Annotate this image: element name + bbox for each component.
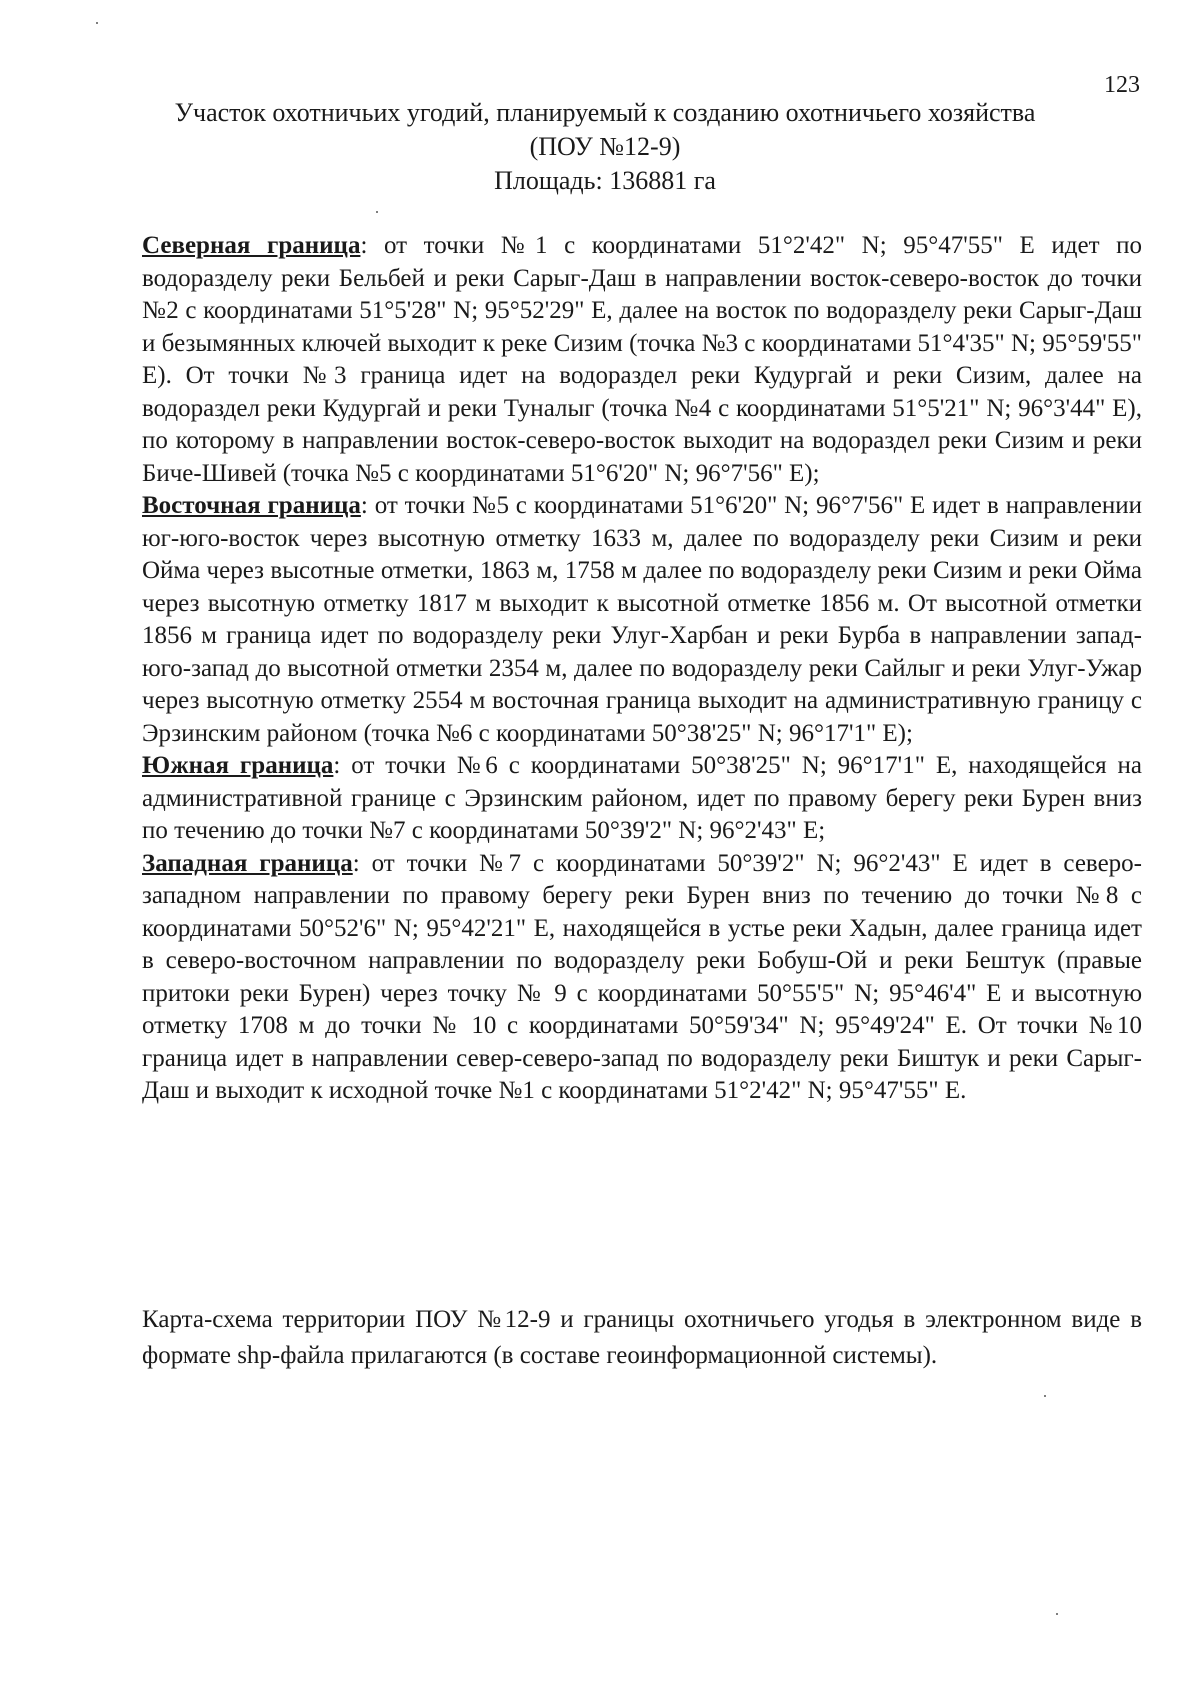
document-header	[60, 96, 1150, 198]
scan-speck	[1056, 1613, 1058, 1615]
document-title: Участок охотничьих угодий, планируемый к созданию охотничьего хозяйства	[174, 98, 1036, 127]
document-code: (ПОУ №12-9)	[529, 132, 681, 161]
scan-speck	[1044, 1395, 1046, 1397]
scan-speck	[96, 22, 98, 24]
west-boundary-paragraph	[142, 848, 1142, 1108]
closing-note: Карта-схема территории ПОУ №12-9 и границы охотничьего угодья в электронном виде в формате shp-файла прилагаются (в составе геоинформационной системы).	[142, 1306, 1142, 1369]
south-boundary-paragraph	[142, 750, 1142, 848]
east-boundary-paragraph	[142, 490, 1142, 750]
south-boundary-text: : от точки №6 с координатами 50°38'25" N; 96°17'1" E, находящейся на административной границе с Эрзинским районом, идет по правому берегу реки Бурен вниз по течению до точки №7 с координатами 50°39'2" N; 96°2'43" E;	[142, 752, 1142, 844]
north-boundary-text: : от точки №1 с координатами 51°2'42" N; 95°47'55" E идет по водоразделу реки Бельбей и реки Сарыг-Даш в направлении восток-северо-восток до точки №2 с координатами 51°5'28" N; 95°52'29" E, далее на восток по водоразделу реки Сарыг-Даш и безымянных ключей выходит к реке Сизим (точка №3 с координатами 51°4'35" N; 95°59'55" E). От точки №3 граница идет на водораздел реки Кудургай и реки Сизим, далее на водораздел реки Кудургай и реки Туналыг (точка №4 с координатами 51°5'21" N; 96°3'44" E), по которому в направлении восток-северо-восток выходит на водораздел реки Сизим и реки Биче-Шивей (точка №5 с координатами 51°6'20" N; 96°7'56" E);	[142, 232, 1142, 487]
west-boundary-text: : от точки №7 с координатами 50°39'2" N; 96°2'43" E идет в северо-западном направлении по правому берегу реки Бурен вниз по течению до точки №8 с координатами 50°52'6" N; 95°42'21" E, находящейся в устье реки Хадын, далее граница идет в северо-восточном направлении по водоразделу реки Бобуш-Ой и реки Бештук (правые притоки реки Бурен) через точку № 9 с координатами 50°55'5" N; 95°46'4" E и высотную отметку 1708 м до точки № 10 с координатами 50°59'34" N; 95°49'24" E. От точки №10 граница идет в направлении север-северо-запад по водоразделу реки Биштук и реки Сарыг-Даш и выходит к исходной точке №1 с координатами 51°2'42" N; 95°47'55" E.	[142, 849, 1142, 1104]
east-boundary-heading: Восточная граница	[142, 492, 361, 519]
north-boundary-heading: Северная граница	[142, 232, 361, 259]
west-boundary-heading: Западная граница	[142, 849, 353, 877]
page-number: 123	[1104, 72, 1140, 98]
south-boundary-heading: Южная граница	[142, 752, 334, 779]
north-boundary-paragraph	[142, 230, 1142, 490]
boundary-description	[142, 230, 1142, 1108]
document-area: Площадь: 136881 га	[494, 166, 716, 195]
scan-speck	[376, 211, 378, 213]
east-boundary-text: : от точки №5 с координатами 51°6'20" N; 96°7'56" E идет в направлении юг-юго-восток через высотную отметку 1633 м, далее по водоразделу реки Сизим и реки Ойма через высотные отметки, 1863 м, 1758 м далее по водоразделу реки Сизим и реки Ойма через высотную отметку 1817 м выходит к высотной отметке 1856 м. От высотной отметки 1856 м граница идет по водоразделу реки Улуг-Харбан и реки Бурба в направлении запад-юго-запад до высотной отметки 2354 м, далее по водоразделу реки Сайлыг и реки Улуг-Ужар через высотную отметку 2554 м восточная граница выходит на административную границу с Эрзинским районом (точка №6 с координатами 50°38'25" N; 96°17'1" E);	[142, 492, 1143, 747]
